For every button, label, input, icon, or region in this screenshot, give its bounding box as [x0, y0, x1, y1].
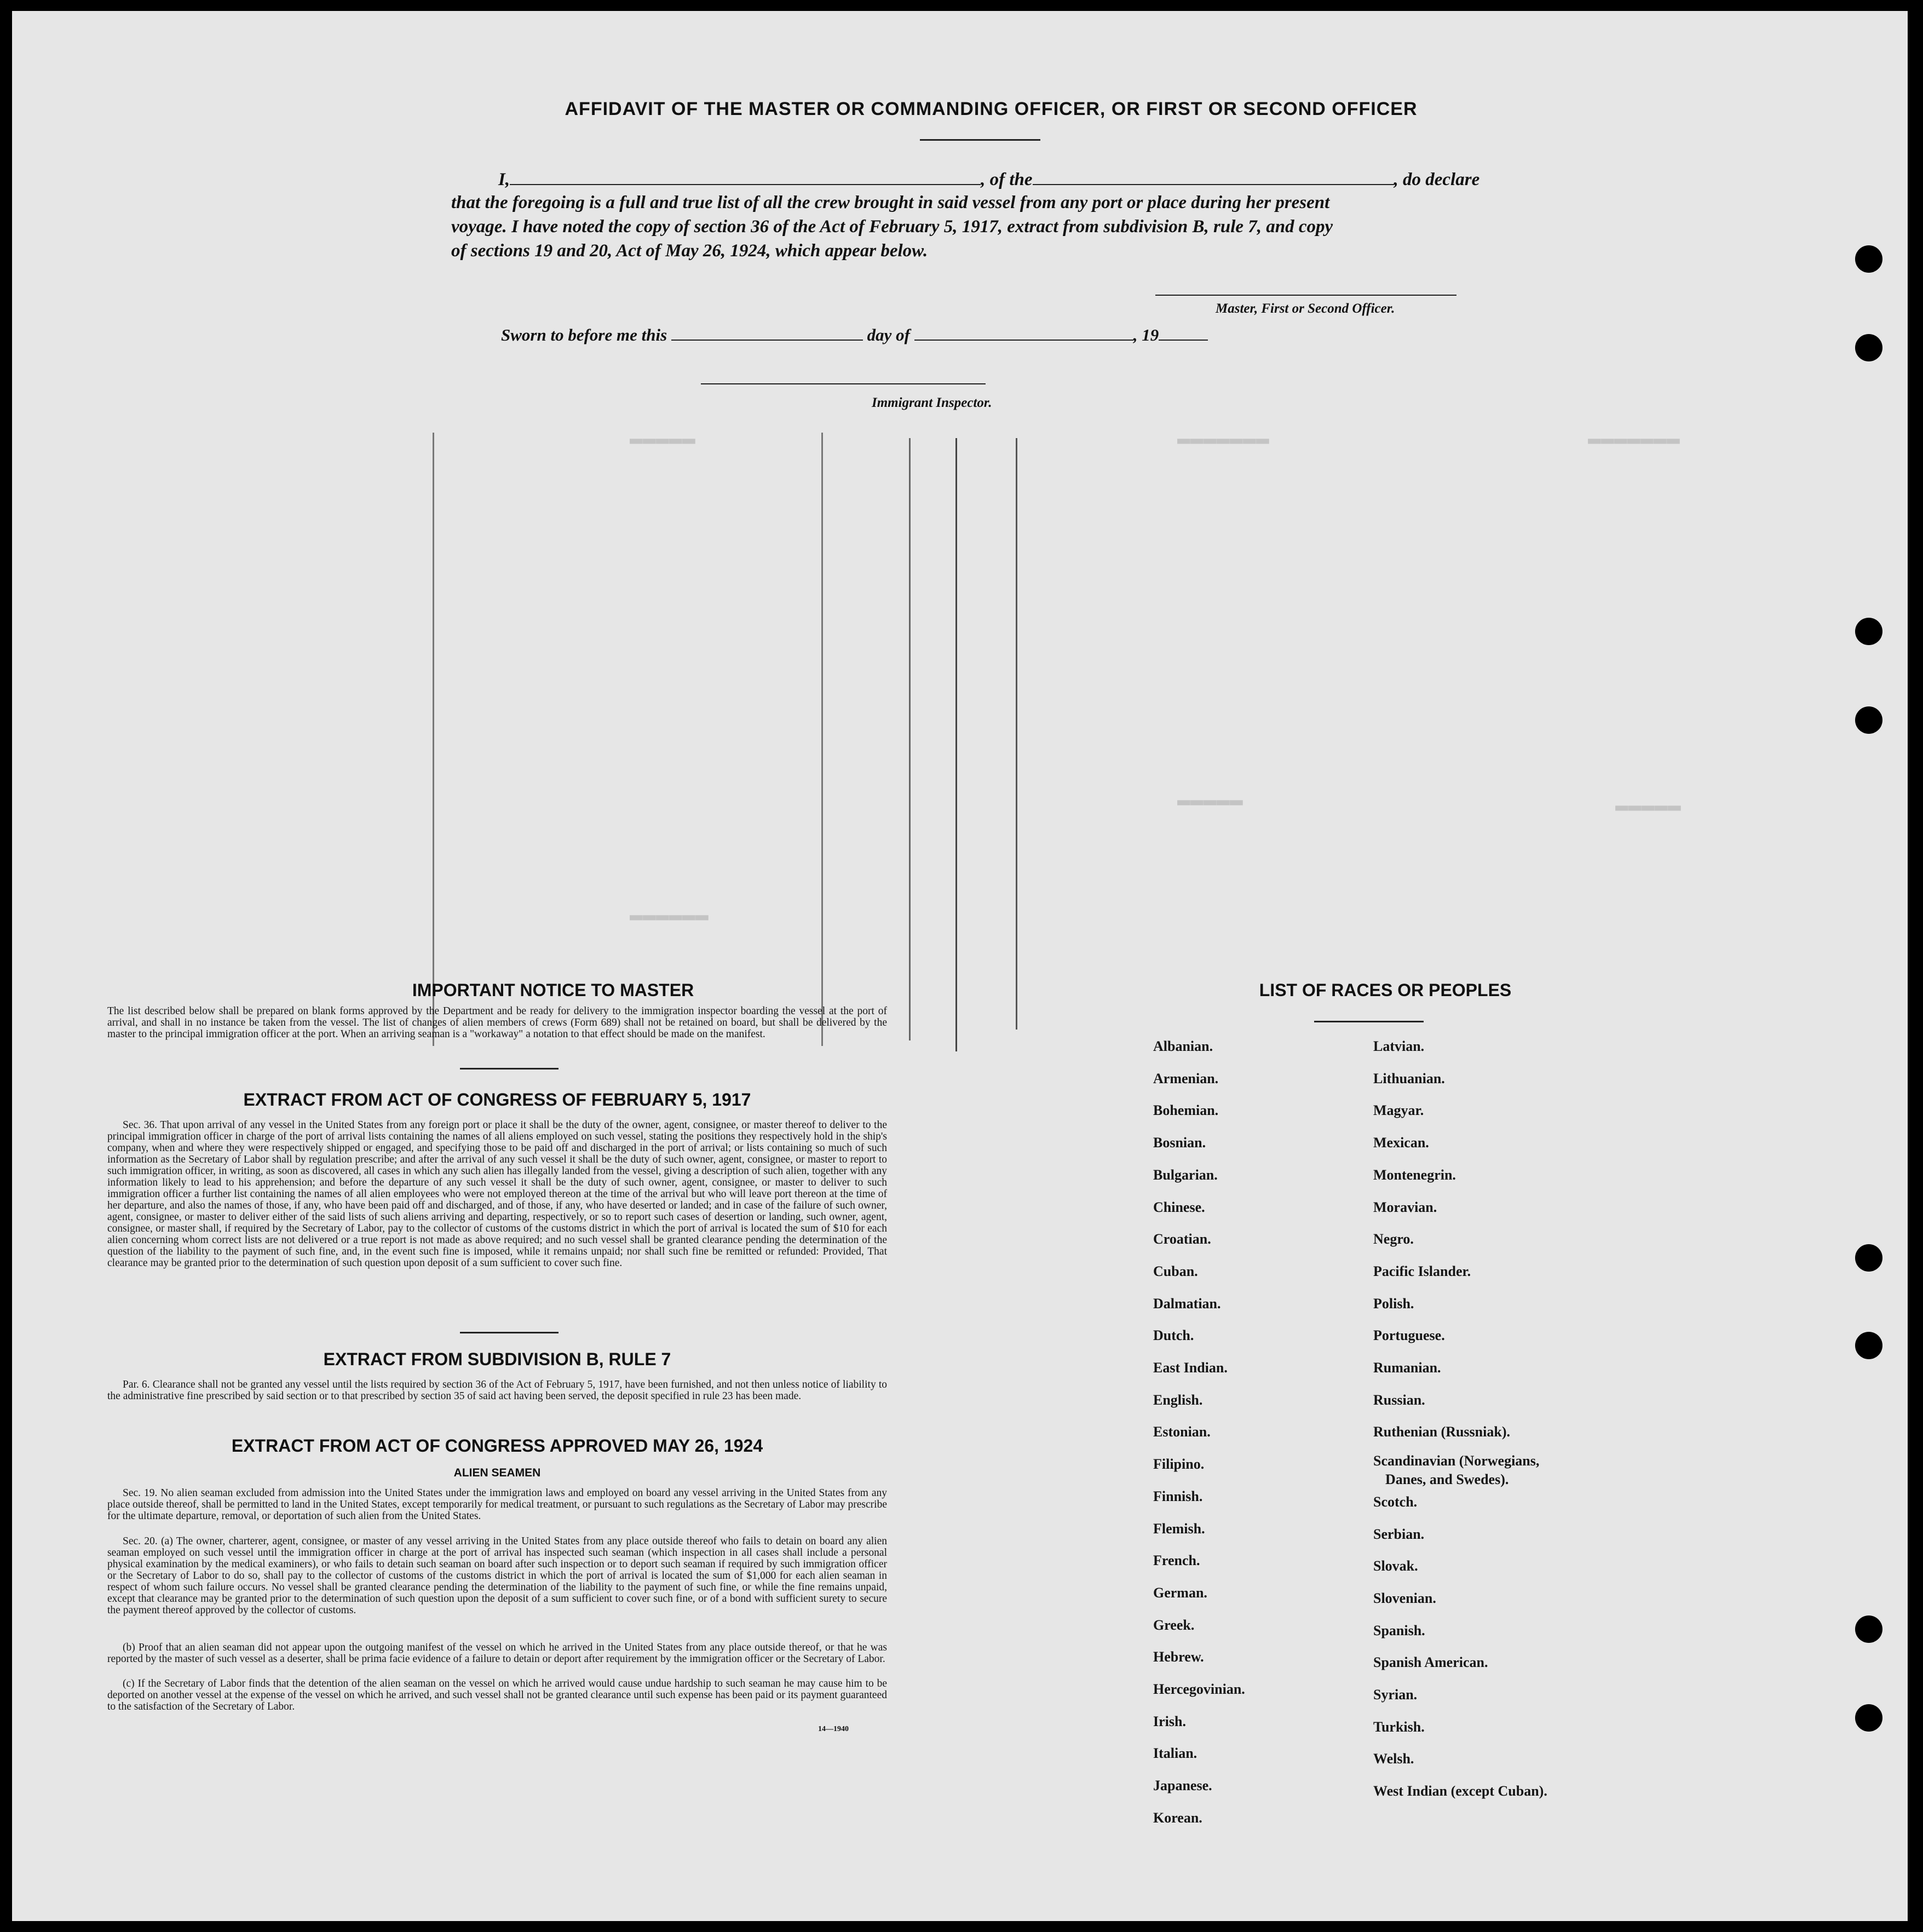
race-item: Irish.	[1153, 1714, 1186, 1729]
race-item: English.	[1153, 1392, 1203, 1408]
race-item: Mexican.	[1373, 1135, 1429, 1151]
races-title: LIST OF RACES OR PEOPLES	[1259, 980, 1512, 1000]
race-item: Flemish.	[1153, 1521, 1205, 1537]
affidavit-line-1b: , of the	[981, 170, 1033, 189]
punch-hole	[1855, 1332, 1882, 1359]
race-item: Hebrew.	[1153, 1649, 1204, 1665]
race-item: Bulgarian.	[1153, 1167, 1218, 1183]
races-rule	[1314, 1021, 1424, 1022]
sec20a-text: Sec. 20. (a) The owner, charterer, agent, consignee, or master of any vessel arriving in the United States from any place outside thereof who fails to detain on board any alien seaman employed on such vessel until the immigration officer in charge at the port of arrival has inspected such seaman (which inspection in all cases shall include a personal physical examination by the medical examiners), or who fails to detain such seaman on board after such inspection or to deport such seaman if required by such immigration officer or the Secretary of Labor to do so, shall pay to the collector of customs of the customs district in which the port of arrival is located the sum of $1,000 for each alien seaman in respect of whom such failure occurs. No vessel shall be granted clearance pending the determination of the liability to the payment of such fine, or while the fine remains unpaid, except that clearance may be granted prior to the determination of such question upon the deposit of a sum sufficient to cover such fine, or of a bond with sufficient surety to secure the payment thereof approved by the collector of customs.	[107, 1536, 887, 1616]
notice-rule	[460, 1068, 559, 1070]
affidavit-title: AFFIDAVIT OF THE MASTER OR COMMANDING OFFICER, OR FIRST OR SECOND OFFICER	[565, 99, 1418, 119]
race-item: Latvian.	[1373, 1038, 1425, 1054]
race-item: Danes, and Swedes).	[1385, 1471, 1509, 1487]
race-item: Italian.	[1153, 1745, 1197, 1761]
punch-hole	[1855, 334, 1882, 361]
race-item: Welsh.	[1373, 1751, 1414, 1767]
sworn-line	[501, 324, 1208, 345]
race-item: Slovenian.	[1373, 1590, 1436, 1606]
signature-line[interactable]	[1155, 295, 1456, 296]
punch-hole	[1855, 1615, 1882, 1643]
extract-1917-rule	[460, 1332, 559, 1333]
extract-1917-text: Sec. 36. That upon arrival of any vessel in the United States from any foreign port or place it shall be the duty of the owner, agent, consignee, or master thereof to deliver to the principal immigration officer in charge of the port of arrival lists containing the names of all aliens employed on such vessel, stating the positions they respectively hold in the ship's company, when and where they were respectively shipped or engaged, and specifying those to be paid off and discharged in the port of arrival; or lists containing so much of such information as the Secretary of Labor shall by regulation prescribe; and after the arrival of any such vessel it shall be the duty of such owner, agent, consignee, or master to report to such immigration officer, in writing, as soon as discovered, all cases in which any such alien has illegally landed from the vessel, giving a description of such alien, together with any information likely to lead to his apprehension; and before the departure of any such vessel it shall be the duty of such owner, agent, consignee, or master to deliver to such immigration officer a further list containing the names of all alien employees who were not employed thereon at the time of the arrival but who will leave port thereon at the time of her departure, and also the names of those, if any, who have been paid off and discharged, and of those, if any, who have deserted or landed; and in case of the failure of such owner, agent, consignee, or master to deliver either of the said lists of such aliens arriving and departing, respectively, or so to report such cases of desertion or landing, such owner, agent, consignee, or master shall, if required by the Secretary of Labor, pay to the collector of customs of the customs district in which the port of arrival is located the sum of $10 for each alien concerning whom correct lists are not delivered or a true report is not made as above required; and no such vessel shall be granted clearance pending the determination of the question of the liability to the payment of such fine, and, in the event such fine is imposed, while it remains unpaid; nor shall such fine be remitted or refunded: Provided, That clearance may be granted prior to the determination of such question upon deposit of a sum sufficient to cover such fine.	[107, 1119, 887, 1269]
sworn-month-blank[interactable]	[914, 324, 1133, 341]
affidavit-line-2: that the foregoing is a full and true list of all the crew brought in said vessel from any port or place during her present	[451, 193, 1330, 212]
race-item: Scandinavian (Norwegians,	[1373, 1453, 1540, 1469]
race-item: Ruthenian (Russniak).	[1373, 1424, 1510, 1440]
race-item: German.	[1153, 1585, 1207, 1601]
race-item: Moravian.	[1373, 1199, 1437, 1215]
notice-title: IMPORTANT NOTICE TO MASTER	[412, 980, 694, 1000]
race-item: Spanish American.	[1373, 1654, 1488, 1670]
race-item: Chinese.	[1153, 1199, 1205, 1215]
affidavit-line-1a: I,	[498, 170, 510, 189]
race-item: Serbian.	[1373, 1526, 1425, 1542]
race-item: Turkish.	[1373, 1719, 1425, 1735]
race-item: Slovak.	[1373, 1558, 1418, 1574]
inspector-label: Immigrant Inspector.	[872, 395, 992, 410]
race-item: Korean.	[1153, 1810, 1202, 1826]
race-item: Dalmatian.	[1153, 1296, 1221, 1312]
race-item: Filipino.	[1153, 1456, 1205, 1472]
race-item: Syrian.	[1373, 1687, 1418, 1703]
notice-text: The list described below shall be prepared on blank forms approved by the Department and be ready for delivery to the immigration inspector boarding the vessel at the port of arrival, and shall in no instance be taken from the vessel. The list of changes of alien members of crews (Form 689) shall not be retained on board, but shall be delivered by the master to the principal immigration officer at the port. When an arriving seaman is a "workaway" a notation to that effect should be made on the manifest.	[107, 1005, 887, 1040]
sec20c-text: (c) If the Secretary of Labor finds that the detention of the alien seaman on the vessel on which he arrived would cause undue hardship to such seaman he may cause him to be deported on another vessel at the expense of the vessel on which he arrived, and such vessel shall not be granted clearance until such expense has been paid or its payment guaranteed to the satisfaction of the Secretary of Labor.	[107, 1678, 887, 1712]
race-item: West Indian (except Cuban).	[1373, 1783, 1547, 1799]
punch-hole	[1855, 245, 1882, 273]
inspector-signature-line[interactable]	[701, 383, 986, 384]
race-item: Hercegovinian.	[1153, 1681, 1245, 1697]
affidavit-line-3: voyage. I have noted the copy of section 36 of the Act of February 5, 1917, extract from subdivision B, rule 7, and copy	[451, 217, 1333, 237]
sec20b-text: (b) Proof that an alien seaman did not appear upon the outgoing manifest of the vessel on which he arrived in the United States from any place outside thereof, or that he was reported by the master of such vessel as a deserter, shall be prima facie evidence of a failure to detain or deport after requirement by the immigration officer or the Secretary of Labor.	[107, 1642, 887, 1665]
punch-hole	[1855, 1244, 1882, 1272]
sworn-b: day of	[867, 325, 910, 344]
race-item: Greek.	[1153, 1617, 1195, 1633]
race-item: Albanian.	[1153, 1038, 1213, 1054]
vessel-blank[interactable]	[1033, 169, 1394, 185]
sworn-a: Sworn to before me this	[501, 325, 667, 344]
title-rule	[920, 139, 1040, 141]
race-item: Cuban.	[1153, 1263, 1198, 1279]
sec19-text: Sec. 19. No alien seaman excluded from admission into the United States under the immigration laws and employed on board any vessel arriving in the United States from any place outside thereof, shall be permitted to land in the United States, except temporarily for medical treatment, or pursuant to such regulations as the Secretary of Labor may prescribe for the ultimate departure, removal, or deportation of such alien from the United States.	[107, 1487, 887, 1522]
extract-1917-title: EXTRACT FROM ACT OF CONGRESS OF FEBRUARY 5, 1917	[243, 1090, 751, 1109]
race-item: Polish.	[1373, 1296, 1414, 1312]
sworn-year-blank[interactable]	[1159, 324, 1208, 341]
sworn-c: , 19	[1133, 325, 1159, 344]
extract-1924-title: EXTRACT FROM ACT OF CONGRESS APPROVED MAY 26, 1924	[231, 1436, 763, 1456]
race-item: East Indian.	[1153, 1360, 1228, 1376]
race-item: Bosnian.	[1153, 1135, 1206, 1151]
extract-rule7-text: Par. 6. Clearance shall not be granted any vessel until the lists required by section 36 of the Act of February 5, 1917, have been furnished, and not then unless notice of liability to the administrative fine prescribed by said section or to that prescribed by section 35 of said act having been served, the deposit specified in rule 23 has been made.	[107, 1379, 887, 1402]
race-item: Japanese.	[1153, 1778, 1212, 1793]
alien-seamen-subtitle: ALIEN SEAMEN	[453, 1467, 541, 1479]
race-item: Croatian.	[1153, 1231, 1211, 1247]
race-item: Magyar.	[1373, 1102, 1424, 1118]
race-item: Russian.	[1373, 1392, 1425, 1408]
race-item: Armenian.	[1153, 1071, 1219, 1086]
race-item: Rumanian.	[1373, 1360, 1441, 1376]
race-item: Montenegrin.	[1373, 1167, 1456, 1183]
race-item: Bohemian.	[1153, 1102, 1219, 1118]
race-item: Estonian.	[1153, 1424, 1211, 1440]
punch-hole	[1855, 706, 1882, 734]
race-item: Scotch.	[1373, 1494, 1418, 1510]
signature-label: Master, First or Second Officer.	[1216, 301, 1395, 316]
race-item: Portuguese.	[1373, 1327, 1445, 1343]
name-blank[interactable]	[510, 169, 981, 185]
document-page	[12, 11, 1908, 1921]
race-item: Spanish.	[1373, 1623, 1425, 1638]
race-item: Negro.	[1373, 1231, 1414, 1247]
punch-hole	[1855, 1704, 1882, 1732]
race-item: French.	[1153, 1553, 1200, 1568]
affidavit-line-1c: , do declare	[1394, 170, 1480, 189]
affidavit-line-1	[498, 169, 1479, 190]
form-number: 14—1940	[818, 1725, 849, 1733]
race-item: Dutch.	[1153, 1327, 1194, 1343]
sworn-day-blank[interactable]	[671, 324, 863, 341]
punch-hole	[1855, 618, 1882, 645]
affidavit-line-4: of sections 19 and 20, Act of May 26, 1924, which appear below.	[451, 241, 928, 261]
race-item: Finnish.	[1153, 1488, 1203, 1504]
race-item: Pacific Islander.	[1373, 1263, 1471, 1279]
race-item: Lithuanian.	[1373, 1071, 1445, 1086]
extract-rule7-title: EXTRACT FROM SUBDIVISION B, RULE 7	[323, 1349, 671, 1369]
